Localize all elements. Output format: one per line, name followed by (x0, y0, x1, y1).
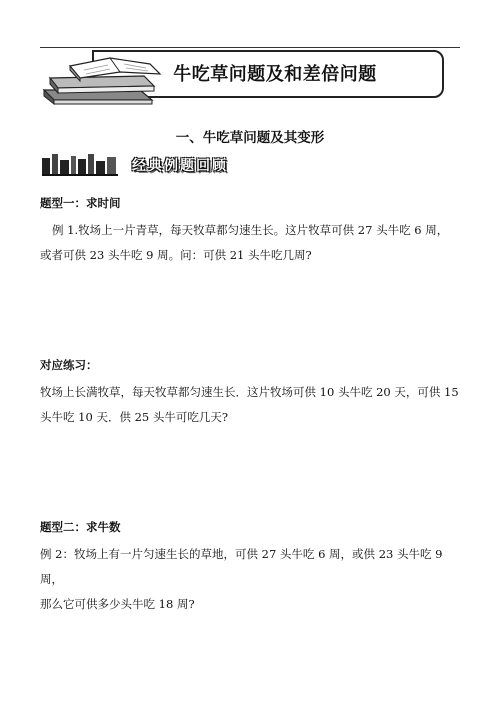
example2-line1: 例 2：牧场上有一片匀速生长的草地，可供 27 头牛吃 6 周，或供 23 头牛吃 9 周， (40, 547, 443, 586)
example2 (40, 542, 464, 617)
page-title: 牛吃草问题及和差倍问题 (173, 64, 377, 85)
example2-line2: 那么它可供多少头牛吃 18 周? (40, 597, 195, 611)
example1 (40, 218, 464, 268)
review-badge-text: 经典例题回顾 (132, 158, 228, 174)
example1-line1: 例 1.牧场上一片青草，每天牧草都匀速生长。这片牧草可供 27 头牛吃 6 周， (52, 223, 449, 237)
practice-text (40, 380, 464, 430)
practice-line1: 牧场上长满牧草，每天牧草都匀速生长．这片牧场可供 10 头牛吃 20 天，可供 15 (40, 385, 459, 399)
review-badge (42, 153, 234, 177)
example1-line2: 或者可供 23 头牛吃 9 周。问：可供 21 头牛吃几周? (40, 248, 312, 262)
practice-line2: 头牛吃 10 天．供 25 头牛可吃几天? (40, 410, 229, 424)
top-rule (40, 47, 460, 48)
type1-label: 题型一：求时间 (40, 196, 121, 210)
type2-label: 题型二：求牛数 (40, 520, 121, 534)
section-heading: 一、牛吃草问题及其变形 (175, 130, 325, 146)
practice-label: 对应练习： (40, 358, 98, 372)
bars-icon (42, 154, 118, 176)
